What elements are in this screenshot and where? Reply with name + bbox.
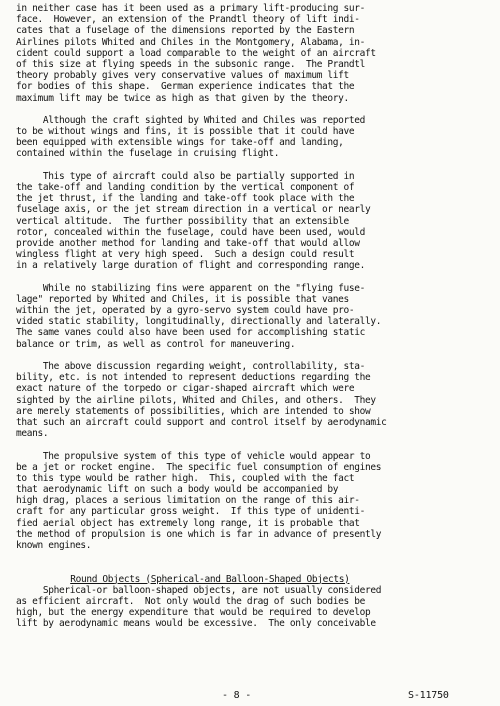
- text-line: known engines.: [16, 540, 92, 551]
- text-line: sighted by the airline pilots, Whited and Chiles, and others. They: [16, 394, 376, 406]
- text-line: rotor, concealed within the fuselage, could have been used, would: [16, 226, 366, 238]
- text-line: exact nature of the torpedo or cigar-shaped aircraft which were: [16, 383, 355, 395]
- text-line: balance or trim, as well as control for maneuvering.: [16, 338, 296, 350]
- text-line: the jet thrust, if the landing and take-off took place with the: [16, 193, 355, 205]
- text-line: cident could support a load comparable to the weight of an aircraft: [16, 47, 376, 59]
- text-line: wingless flight at very high speed. Such a design could result: [16, 249, 355, 261]
- text-line: provide another method for landing and take-off that would allow: [16, 237, 360, 249]
- text-line: cates that a fuselage of the dimensions reported by the Eastern: [16, 25, 355, 37]
- text-line: Spherical-or balloon-shaped objects, are not usually considered: [16, 584, 382, 596]
- paragraph-discussion-disclaimer: [16, 361, 486, 439]
- text-line: to be without wings and fins, it is possible that it could have: [16, 126, 355, 138]
- text-line: fied aerial object has extremely long range, it is probable that: [16, 517, 360, 529]
- page-number: - 8 -: [222, 690, 252, 701]
- text-line: that aerodynamic lift on such a body would be accompanied by: [16, 484, 339, 496]
- paragraph-prandtl-theory: [16, 3, 486, 104]
- document-code: S-11750: [408, 690, 449, 701]
- text-line: are merely statements of possibilities, which are intended to show: [16, 405, 371, 417]
- section-heading: Round Objects (Spherical-and Balloon-Shaped Objects): [70, 573, 350, 585]
- text-line: high, but the energy expenditure that would be required to develop: [16, 607, 371, 619]
- text-line: face. However, an extension of the Prandtl theory of lift indi-: [16, 14, 360, 26]
- text-line: means.: [16, 428, 49, 440]
- text-line: of this size at flying speeds in the subsonic range. The Prandtl: [16, 58, 366, 70]
- text-line: lage" reported by Whited and Chiles, it is possible that vanes: [16, 293, 349, 305]
- document-body: [16, 3, 486, 630]
- text-line: While no stabilizing fins were apparent on the "flying fuse-: [16, 282, 366, 294]
- text-line: be a jet or rocket engine. The specific fuel consumption of engines: [16, 461, 382, 473]
- text-line: that such an aircraft could support and control itself by aerodynamic: [16, 416, 387, 428]
- paragraph-stabilizing-vanes: [16, 283, 486, 350]
- text-line: the method of propulsion is one which is far in advance of presently: [16, 528, 382, 540]
- text-line: craft for any particular gross weight. If this type of unidenti-: [16, 506, 366, 518]
- text-line: been equipped with extensible wings for take-off and landing,: [16, 137, 344, 149]
- text-line: maximum lift may be twice as high as that given by the theory.: [16, 92, 349, 104]
- text-line: as efficient aircraft. Not only would the drag of such bodies be: [16, 595, 366, 607]
- text-line: to this type would be rather high. This, coupled with the fact: [16, 472, 355, 484]
- text-line: vided static stability, longitudinally, directionally and laterally.: [16, 316, 382, 328]
- text-line: in a relatively large duration of flight and corresponding range.: [16, 260, 366, 272]
- text-line: The above discussion regarding weight, controllability, sta-: [16, 361, 366, 372]
- text-line: fuselage axis, or the jet stream direction in a vertical or nearly: [16, 204, 371, 216]
- paragraph-jet-thrust-support: [16, 171, 486, 272]
- text-line: within the jet, operated by a gyro-servo system could have pro-: [16, 305, 355, 317]
- text-line: the take-off and landing condition by the vertical component of: [16, 182, 355, 193]
- text-line: for bodies of this shape. German experience indicates that the: [16, 81, 355, 93]
- paragraph-extensible-wings: [16, 115, 486, 160]
- text-line: Although the craft sighted by Whited and Chiles was reported: [16, 114, 366, 126]
- text-line: Airlines pilots Whited and Chiles in the Montgomery, Alabama, in-: [16, 36, 366, 48]
- text-line: bility, etc. is not intended to represent deductions regarding the: [16, 372, 371, 384]
- text-line: high drag, places a serious limitation on the range of this air-: [16, 495, 360, 507]
- text-line: lift by aerodynamic means would be excessive. The only conceivable: [16, 618, 376, 630]
- text-line: in neither case has it been used as a primary lift-producing sur-: [16, 3, 366, 14]
- text-line: This type of aircraft could also be partially supported in: [16, 170, 355, 182]
- paragraph-propulsive-system: [16, 451, 486, 552]
- text-line: vertical altitude. The further possibility that an extensible: [16, 215, 349, 227]
- text-line: contained within the fuselage in cruising flight.: [16, 148, 280, 160]
- text-line: theory probably gives very conservative values of maximum lift: [16, 70, 349, 82]
- paragraph-spherical-objects: [16, 585, 486, 630]
- text-line: The propulsive system of this type of vehicle would appear to: [16, 450, 371, 462]
- text-line: The same vanes could also have been used for accomplishing static: [16, 327, 366, 339]
- section-heading-row: [16, 562, 486, 585]
